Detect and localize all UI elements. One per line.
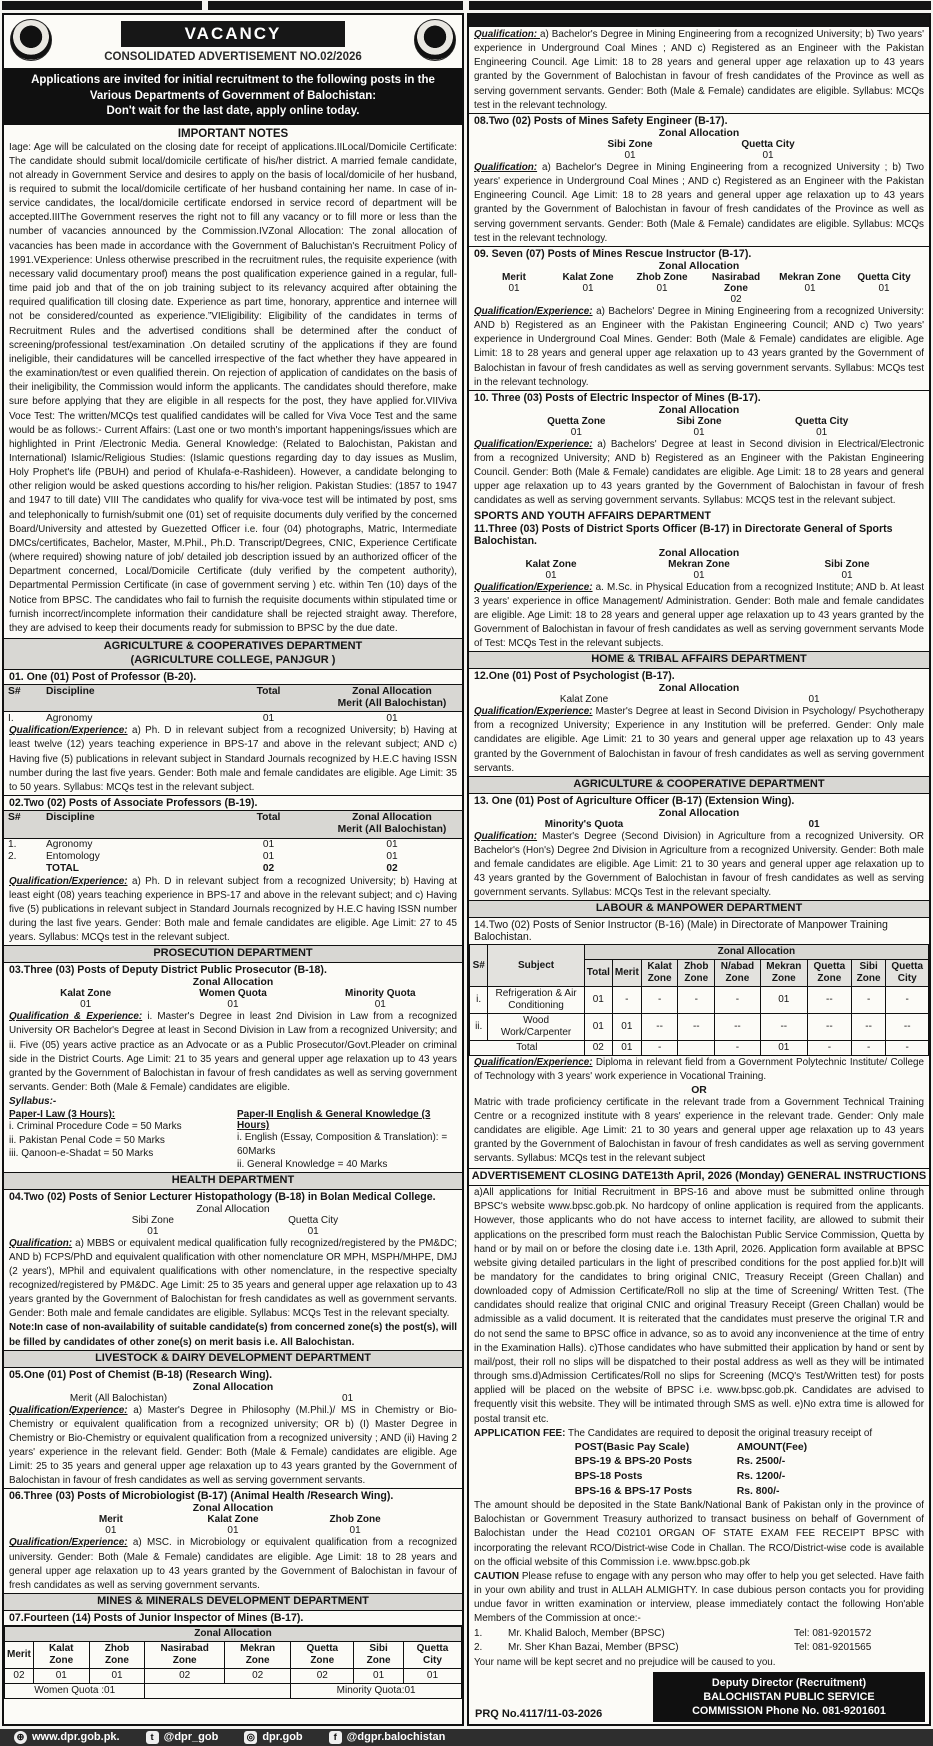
bpsc-logo: [414, 19, 456, 61]
table-row: 2. Entomology 01 01: [8, 851, 398, 863]
post-03-zones: Kalat Zone 01 Women Quota 01 Minority Quota 01: [60, 988, 416, 1011]
general-instructions-body: a)All applications for Initial Recruitment in BPS-16 and above must be submitted online through BPSC's website www.bpsc.gob.pk. No hardcopy of online application is required from the applicants. However, those applicants who do not have access to internet facility, are allowed to submit their applications on the prescribed form must reach the Balochistan Public Service Commission, Quetta by hand or by mail on or before the closing date i.e. 13th April, 2026. Application form available at BPSC website giving detailed particulars in the light of prescribed conditions for the post applied for.b)It will be mandatory for the candidates to bring original CNIC, Treasury Receipt (Green Challan) and downloaded copy of Admission Certificate/Roll no slip at the time of Screening/ Written Test. (The candidates should realize that original CNIC and original Treasury Receipt (Green Challan) would be admissible as a valid document. It is reiterated that the candidates must preserve the original T.R and do not send the same to BPSC office in advance, so as to avoid any inconvenience at the time of entry in the Examination Halls). c)Those candidates who have submitted their application by hand or sent by mail/post, their roll no slips will be dispatched to their postal address as well as they will be intimated through sms.d)Admission Certificates/Roll no slips for Screening (MCQ's Test/Written test) for posts applied will be placed on the website of BPSC i.e. www.bpsc.gob.pk. Candidates are advised to frequently visit this website. They will be intimated through SMS as well. e)No extra time is allowed for postal transit etc.: [474, 1187, 924, 1425]
masthead: [4, 15, 462, 63]
post-05-zone: Merit (All Balochistan) 01: [69, 1392, 354, 1404]
table-total-row: Total 02 01 - - 01 - - -: [470, 1041, 929, 1056]
bottom-row: [469, 1670, 929, 1724]
post-01-title: 01. One (01) Post of Professor (B-20).: [9, 670, 197, 683]
post-12-zone: Kalat Zone 01: [559, 694, 820, 706]
zonal-allocation-label: Zonal Allocation: [658, 260, 740, 272]
post-10-title: 10. Three (03) Posts of Electric Inspector of Mines (B-17).: [469, 390, 929, 405]
fee-col-post: POST(Basic Pay Scale): [574, 1441, 690, 1453]
post-01-table-header: S# Discipline Total Zonal Allocation Merit (All Balochistan): [4, 684, 462, 713]
dept-header-agriculture-cooperative: AGRICULTURE & COOPERATIVE DEPARTMENT: [469, 776, 929, 794]
post-02-title: 02.Two (02) Posts of Associate Professors (B-19).: [4, 795, 462, 810]
member-row: 1. Mr. Khalid Baloch, Member (BPSC) Tel: 081-9201572: [474, 1627, 872, 1639]
government-emblem-logo: [10, 19, 52, 61]
post-02-table-header: S# Discipline Total Zonal Allocation Merit (All Balochistan): [4, 810, 462, 839]
minority-quota: Minority Quota:01: [291, 1683, 462, 1698]
prq-number: PRQ No.4117/11-03-2026: [475, 1707, 603, 1720]
dept-header-labour: LABOUR & MANPOWER DEPARTMENT: [469, 900, 929, 918]
or-separator: OR: [691, 1084, 707, 1096]
post-12-title: 12.One (01) Post of Psychologist (B-17).: [474, 670, 675, 683]
post-09-title: 09. Seven (07) Posts of Mines Rescue Instructor (B-17).: [469, 246, 929, 261]
fee-post: BPS-19 & BPS-20 Posts: [574, 1456, 693, 1468]
fee-post: BPS-18 Posts: [574, 1470, 643, 1482]
facebook-icon: f: [329, 1731, 342, 1744]
table-row: I. Agronomy 01 01: [8, 712, 398, 724]
signature-box: Deputy Director (Recruitment) BALOCHISTAN PUBLIC SERVICE COMMISSION Phone No. 081-9201601: [653, 1672, 925, 1722]
dept-header-home-tribal: HOME & TRIBAL AFFAIRS DEPARTMENT: [469, 651, 929, 669]
dept-header-health: HEALTH DEPARTMENT: [4, 1172, 462, 1190]
post-07-qualification: Qualification: a) Bachelor's Degree in Mining Engineering from a recognized University; b) Two years' experience in Underground Coal Mines ; AND c) Registered as an Engineer with the Pakistan Engineering Council. Age Limit: 18 to 28 years and general upper age relaxation up to 43 years granted by the Government of Balochistan in favour of fresh candidates of the Province as well as serving government servants. Gender: Both (Male & Female) candidates are eligible. Syllabus: MCQs test in the relevant technology.: [474, 29, 924, 111]
dpr-instagram-link[interactable]: ◎ dpr.gob: [244, 1731, 302, 1744]
top-bar-segment: [2, 1, 202, 10]
dpr-twitter-link[interactable]: t @dpr_gob: [146, 1731, 219, 1744]
post-04-qualification: Qualification: a) MBBS or equivalent medical qualification fully recognized/registered by the PM&DC; AND b) FCPS/PhD and equivalent qualification with other nomenclature OR MPH, MSPH/MHPE, DMJ (2 years'), MPhil and equivalent qualifications with other nomenclature, in the respective specialty recognized/registered by PM&DC. Age Limit: 25 to 35 years and general upper age relaxation up to 43 years granted by the Government of Balochistan for fresh candidates as well as government servants. Gender: Both male and female candidates are eligible. Syllabus: MCQs Test in the relevant specialty.: [9, 1237, 457, 1320]
post-04-note: Note:In case of non-availability of suitable candidate(s) from concerned zone(s) the post(s), will be filled by candidates of other zone(s) on merit basis i.e. All Balochistan.: [9, 1322, 457, 1348]
top-bar-segment: [469, 1, 931, 10]
post-05-qualification: Qualification/Experience: a) Master's Degree in Philosophy (M.Phil.)/ MS in Chemistry or Bio-Chemistry or equivalent qualification from a recognized university; OR b) (I) Master Degree in Chemistry or Bio-Chemistry or equivalent qualification from a recognized university ; AND (ii) Having 2 years' experience in the relevant field. Gender: Both (Male & Female) candidates are eligible. Age Limit: 25 to 35 years and general upper age relaxation up to 43 years granted by the Government of Balochistan in favour of fresh candidates as well as serving government servants.: [9, 1404, 457, 1487]
post-04-zones: Sibi Zone 01 Quetta City 01: [131, 1214, 339, 1237]
fee-post: BPS-16 & BPS-17 Posts: [574, 1485, 693, 1497]
globe-icon: ⊕: [14, 1731, 27, 1744]
post-08-zones: Sibi Zone 01 Quetta City 01: [607, 138, 795, 161]
commission-members: [469, 1627, 929, 1656]
table-row: 1. Agronomy 01 01: [8, 839, 398, 851]
zonal-allocation-label: Zonal Allocation: [196, 1203, 270, 1215]
zonal-allocation-label: Zonal Allocation: [584, 945, 928, 960]
post-14-qualification-1: Qualification/Experience: Diploma in relevant field from a Government Polytechnic Institute/ College of Technology with 3 years' work experience in Vocational Training.: [474, 1057, 924, 1083]
instagram-icon: ◎: [244, 1731, 257, 1744]
invitation-line2: Don't wait for the last date, apply online today.: [106, 105, 360, 118]
table-total-row: TOTAL 02 02: [46, 863, 398, 875]
closing-date-header: ADVERTISEMENT CLOSING DATE13th April, 2026 (Monday) GENERAL INSTRUCTIONS: [469, 1168, 929, 1186]
application-fee-intro: APPLICATION FEE: The Candidates are required to deposit the original treasury receipt of: [474, 1427, 873, 1439]
post-11-qualification: Qualification/Experience: a. M.Sc. in Physical Education from a recognized Institute; AND b. At least 3 years' experience in office Management/ Administration. Gender: Both male and female candidates are eligible. Age Limit: 18 to 28 years and general upper age relaxation up to 43 years granted by the Government of Balochistan in favour of fresh candidates as well as serving government servants Mode of Test: MCQs Test in the relevant subjects.: [474, 581, 924, 650]
post-06-title: 06.Three (03) Posts of Microbiologist (B-17) (Animal Health /Research Wing).: [4, 1488, 462, 1503]
newspaper-top-strip: [0, 0, 933, 11]
post-03-title: 03.Three (03) Posts of Deputy District Public Prosecutor (B-18).: [9, 964, 327, 977]
table-row: ii. Wood Work/Carpenter 01 01 -- -- -- -- -- -- --: [470, 1014, 929, 1041]
fee-amount: Rs. 800/-: [736, 1485, 780, 1497]
invitation-line1: Applications are invited for initial recruitment to the following posts in the Various Departments of Government of Balochistan:: [31, 74, 435, 102]
fee-amount: Rs. 2500/-: [736, 1456, 786, 1468]
post-14-qualification-2: Matric with trade proficiency certificate in the relevant trade from a Government Technical Training Centre or a recognized institute with 8 years' experience in the relevant trade. Gender: Only male candidates are eligible. Age Limit: 21 to 30 years and general upper age relaxation up to 43 years granted by the Government of Balochistan in favour of fresh candidates as well as serving government servants. Syllabus: MCQs test in the relevant subject: [474, 1096, 924, 1165]
post-03-qualification: Qualification & Experience: i. Master's Degree in least 2nd Division in Law from a recognized University OR Bachelor's Degree at least in Second Division in Law from a recognized University; and ii. Five (05) years active practice as an Advocate or as a Public Prosecutor/Govt.Pleader on criminal side in the District Courts. Age Limit: 21 to 35 years and general upper age relaxation up to 43 years granted by the Government of Balochistan in favour of fresh candidates as well as serving government servants. Gender: Both (Male & Female) candidates are eligible.: [9, 1011, 458, 1093]
dpr-social-footer: [0, 1729, 933, 1746]
zonal-allocation-label: Zonal Allocation: [192, 1381, 274, 1393]
vacancy-title: VACANCY: [121, 21, 346, 47]
post-13-title: 13. One (01) Post of Agriculture Officer (B-17) (Extension Wing).: [474, 794, 795, 807]
caution-paragraph: CAUTION Please refuse to engage with any person who may offer to help you get selected. Have faith in your own ability and trust in ALLAH ALMIGHTY. In case dubious person contacts you for providing undue favor in written examination or interview, please immediately contact the following Hon'able Members of the Commission at once:-: [474, 1570, 924, 1625]
consolidated-advertisement-no: CONSOLIDATED ADVERTISEMENT NO.02/2026: [104, 51, 362, 63]
fee-table: [575, 1441, 869, 1499]
invitation-banner: [4, 68, 462, 125]
zonal-allocation-label: Zonal Allocation: [658, 404, 740, 416]
twitter-icon: t: [146, 1731, 159, 1744]
important-notes-title: IMPORTANT NOTES: [177, 127, 289, 140]
women-quota: Women Quota :01: [5, 1683, 145, 1698]
post-03-syllabus-label: Syllabus:-: [9, 1096, 57, 1108]
important-notes-body: Iage: Age will be calculated on the closing date for receipt of applications.IILocal/Domicile Certificate: The candidate should submit local/domicile certificate of his/her district. A married female candidate, not already in Government Service and desires to apply on the basis of local/domicile of her husband, is required to submit the local/domicile certificate of her husband containing her name. In case of in-service candidates, the local/domicile certificate endorsed in service record of department will be accepted.IIIThe Government reserves the right not to fill any vacancy or to fill more or less than the number of vacancies announced by the Commission.IVZonal Allocation: The zonal allocation of vacancies has been made in accordance with the Government of Baluchistan's Recruitment Policy of 1991.VExperience: Unless otherwise prescribed in the recruitment rules, the requisite experience (with necessary valid documentary proof) means the post qualification experience gained in a regular, full-time paid job and that of the on job training subject to its relevancy acquired after obtaining the required qualification till closing date. Experience as part time, honorary, apprentice and internee will not be considered/counted as experience.”VIEligibility: Eligibility of the candidates in terms of Recruitment Rules and the advertised conditions shall be determined after the conduct of screening/professional test/examination .On detailed scrutiny of the applications if they are found ineligible, their candidatures will be cancelled irrespective of the fact whether they have appeared in the examination/test or even qualified therein. On rejection of application of candidates on the basis of their ineligibility, the Commission would inform the applicants. The candidates should therefore, make sure before applying that they are eligible in all respects for the post, they have applied for.VIIViva Voce Test: The written/MCQs test qualified candidates will be called for Viva Voce Test and the same would be as follows:- Current Affairs: (Last one or two month's important happenings/issues which are highlighted in Print /Electronic Media. General Knowledge: (Related to Balochistan, Pakistan and International) Islamic/Religious Studies: (Islamic questions regarding day to day issues as Muslim, Holy Prophet's life (PBUH) and period of Khulafa-e-Rashideen). However, a candidate belonging to other religion would be asked questions according to his/her religion. Pakistan Studies: (1857 to 1947 and 1947 to till date) VIII The candidates who qualify for viva-voce test will be intimated by post, sms and telephonically to furnish/submit one (01) set of requisite documents duly verified by the concerned Board/University and attested by Guezetted Officer i.e. four (04) photographs, Matric, Intermediate DMCs/certificates, Bachelor, Master, M.Phil., Ph.D. Transcript/Degrees, CNIC, Experience Certificate (where required) showing nature of job/ detailed job description issued by an authorized officer of the Department concerned, Local/Domicile Certificate (duly verified by the competent authority), Departmental Permission Certificate (in case of government serving ) etc. within Ten (10) days of the Notice from BPSC. The candidates who fail to furnish the requisite documents within stipulated time or furnish incorrect/incomplete information their candidature shall be rejected straight away. Therefore, they are advised to keep their documents ready for submission to BPSC by the due date.: [9, 141, 457, 634]
post-14-title: 14.Two (02) Posts of Senior Instructor (B-16) (Male) in Directorate of Manpower Training Balochistan.: [474, 919, 888, 944]
dept-header-livestock: LIVESTOCK & DAIRY DEVELOPMENT DEPARTMENT: [4, 1350, 462, 1368]
post-07-title: 07.Fourteen (14) Posts of Junior Inspector of Mines (B-17).: [4, 1611, 462, 1626]
dept-header-agriculture: AGRICULTURE & COOPERATIVES DEPARTMENT (AGRICULTURE COLLEGE, PANJGUR ): [4, 638, 462, 670]
zonal-allocation-label: Zonal Allocation: [658, 547, 740, 559]
post-04-title: 04.Two (02) Posts of Senior Lecturer Histopathology (B-18) in Bolan Medical College.: [9, 1190, 436, 1203]
member-row: 2. Mr. Sher Khan Bazai, Member (BPSC) Tel: 081-9201565: [474, 1642, 872, 1653]
fee-amount: Rs. 1200/-: [736, 1470, 786, 1482]
dept-header-sports: SPORTS AND YOUTH AFFAIRS DEPARTMENT: [474, 509, 711, 522]
post-10-qualification: Qualification/Experience: a) Bachelors' Degree at least in Second division in Electrical/Electronic from a recognized University; AND b) Registered as an Engineer with the Pakistan Engineering Council. Gender: Both (Male & Female) candidates are eligible. Age Limit: 18 to 28 years and general upper age relaxation up to 43 years granted by the Government of Balochistan in favour of fresh candidates as well as serving government servants. Syllabus: MCQS test in the relevant subject.: [474, 438, 924, 507]
zonal-allocation-label: Zonal Allocation: [658, 127, 740, 139]
urdu-header-strip: [469, 15, 929, 27]
post-09-zones: Merit 01 Kalat Zone 01 Zhob Zone 01 Nasirabad Zone 02 Mekran Zone 01 Quetta City 01: [502, 271, 911, 305]
post-13-qualification: Qualification: Master's Degree (Second Division) in Agriculture from a recognized University. OR Bachelor's (Hon's) Degree 2nd Division in Agriculture from a recognized University. Gender: Both male and female candidates are eligible. Age Limit: 21 to 30 years and general upper age relaxation up to 43 years granted by the Government of Balochistan in favour of fresh candidates as well as serving government servants. Syllabus: MCQs Test in the relevant specialty.: [474, 830, 924, 899]
post-13-zone: Minority's Quota 01: [544, 818, 820, 830]
post-07-zonal-table: Zonal Allocation Merit Kalat Zone Zhob Zone Nasirabad Zone Mekran Zone Quetta Zone Sibi Zone Quetta City 02 01 01 02 02 02 01 01 Women Quota :01 Minority Quota:01: [4, 1626, 462, 1699]
zonal-allocation-label: Zonal Allocation: [192, 977, 274, 989]
post-10-zones: Quetta Zone 01 Sibi Zone 01 Quetta City 01: [547, 415, 849, 438]
right-column: [467, 13, 931, 1726]
post-12-qualification: Qualification/Experience: Master's Degree at least in Second Division in Psychology/ Psychotherapy from a recognized University; Experience in any Institution will be preferred. Gender: Only male candidates are eligible. Age Limit: 21 to 30 years and general upper age relaxation up to 43 years granted by the Government of Balochistan in favour of fresh candidates as well as serving government servants.: [474, 706, 924, 774]
post-11-zones: Kalat Zone 01 Mekran Zone 01 Sibi Zone 01: [525, 558, 870, 581]
zonal-allocation-label: Zonal Allocation: [192, 1503, 274, 1515]
fee-col-amount: AMOUNT(Fee): [736, 1441, 808, 1453]
zonal-allocation-label: Zonal Allocation: [5, 1626, 462, 1641]
left-column: [2, 13, 464, 1726]
zonal-allocation-label: Zonal Allocation: [658, 807, 740, 819]
post-03-syllabus: Paper-I Law (3 Hours): i. Criminal Procedure Code = 50 Marks ii. Pakistan Penal Code = 50 Marks iii. Qanoon-e-Shadat = 50 Marks Paper-II English & General Knowledge (3 Hours) i. English (Essay, Composition & Translation): = 60Marks ii. General Knowledge = 40 Marks: [9, 1109, 448, 1171]
post-09-qualification: Qualification/Experience: a) Bachelors' Degree in Mining Engineering from a recognized University: AND b) Registered as an Engineer with the Pakistan Engineering Council; AND c) Two years' experience in Underground Coal Mines. Gender: Both (Male & Female) candidates are eligible. Age Limit: 18 to 28 years and general upper age relaxation up to 43 years granted by the Government of Balochistan in favour of fresh candidates as well as serving government servants. Syllabus: MCQs test in the relevant technology.: [474, 305, 924, 388]
post-06-zones: Merit 01 Kalat Zone 01 Zhob Zone 01: [98, 1514, 381, 1537]
post-08-title: 08.Two (02) Posts of Mines Safety Engineer (B-17).: [469, 113, 929, 128]
post-01-qualification: Qualification/Experience: a) Ph. D in relevant subject from a recognized University; b) Having at least twelve (12) years teaching experience in BPS-17 and above in the relevant subject; AND c) Having five (5) publications in relevant subject in Standard Journals recognized by H.E.C having ISSN number during the last five years. Gender: Both male and female candidates are eligible. Age Limit: 35 to 50 years. Syllabus: MCQs test in the relevant subject.: [9, 725, 457, 793]
post-14-zonal-table: S# Subject Zonal Allocation Total Merit Kalat Zone Zhob Zone N/abad Zone Mekran Zone Quetta Zone Sibi Zone Quetta City i. Refrigeration & Air Conditioning 01 - - - - 01 -- - - ii. Wood Work/Carpenter 01 01 -- -- -- -- -- -- -- Total 02 01 - - 01 - - -: [469, 944, 929, 1056]
post-11-title: 11.Three (03) Posts of District Sports Officer (B-17) in Directorate General of Sports Balochistan.: [474, 522, 893, 547]
fee-deposit-instructions: The amount should be deposited in the State Bank/National Bank of Pakistan only in the province of Balochistan or Government Treasury authorized to transact business on behalf of Government of Balochistan under the Head C02101 ORGAN OF STATE EXAM FEE RECEIPT BPSC with incorporating the relevant RCO/District-wise Code in Challan. The RCO/District-wise code is available on the official website of this Commission i.e. www.bpsc.gob.pk: [474, 1500, 924, 1568]
secrecy-note: Your name will be kept secret and no prejudice will be caused to you.: [474, 1656, 776, 1668]
post-05-title: 05.One (01) Post of Chemist (B-18) (Research Wing).: [9, 1368, 273, 1381]
dept-header-prosecution: PROSECUTION DEPARTMENT: [4, 945, 462, 963]
post-08-qualification: Qualification: a) Bachelor's Degree in Mining Engineering from a recognized University ; b) Two years' experience in Underground Coal Mines ; AND c) Registered as an Engineer with the Pakistan Engineering Council. Age Limit: 18 to 28 years and general upper age relaxation up to 43 years granted by the Government of Balochistan in favour of fresh candidates of the Province as well as serving government servants. Gender: Both (Male & Female) candidates are eligible. Syllabus: MCQs test in the relevant technology.: [474, 161, 924, 244]
dpr-facebook-link[interactable]: f @dgpr.balochistan: [329, 1731, 446, 1744]
post-02-qualification: Qualification/Experience: a) Ph. D in relevant subject from a recognized University; b) Having at least eight (08) years teaching experience in BPS-17 and above in the relevant subject; and c) Having five (5) publications in relevant subject in Standard Journals recognized by H.E.C having ISSN number during the last five years. Gender: Both male and female candidates are eligible. Age Limit: 27 to 45 years. Syllabus: MCQs test in the relevant subject.: [9, 875, 457, 944]
top-bar-segment: [208, 1, 463, 10]
dept-header-mines: MINES & MINERALS DEVELOPMENT DEPARTMENT: [4, 1593, 462, 1611]
dpr-website-link[interactable]: ⊕ www.dpr.gob.pk.: [14, 1731, 120, 1744]
post-06-qualification: Qualification/Experience: a) MSC. in Microbiology or equivalent qualification from a recognized university. Gender: Both (Male & Female) candidates are eligible. Age Limit: 18 to 28 years and general upper age relaxation up to 43 years granted by the Government of Balochistan in favour of fresh candidates as well as serving government servants.: [9, 1537, 457, 1591]
zonal-allocation-label: Zonal Allocation: [658, 683, 740, 695]
table-row: i. Refrigeration & Air Conditioning 01 - - - - 01 -- - -: [470, 987, 929, 1014]
